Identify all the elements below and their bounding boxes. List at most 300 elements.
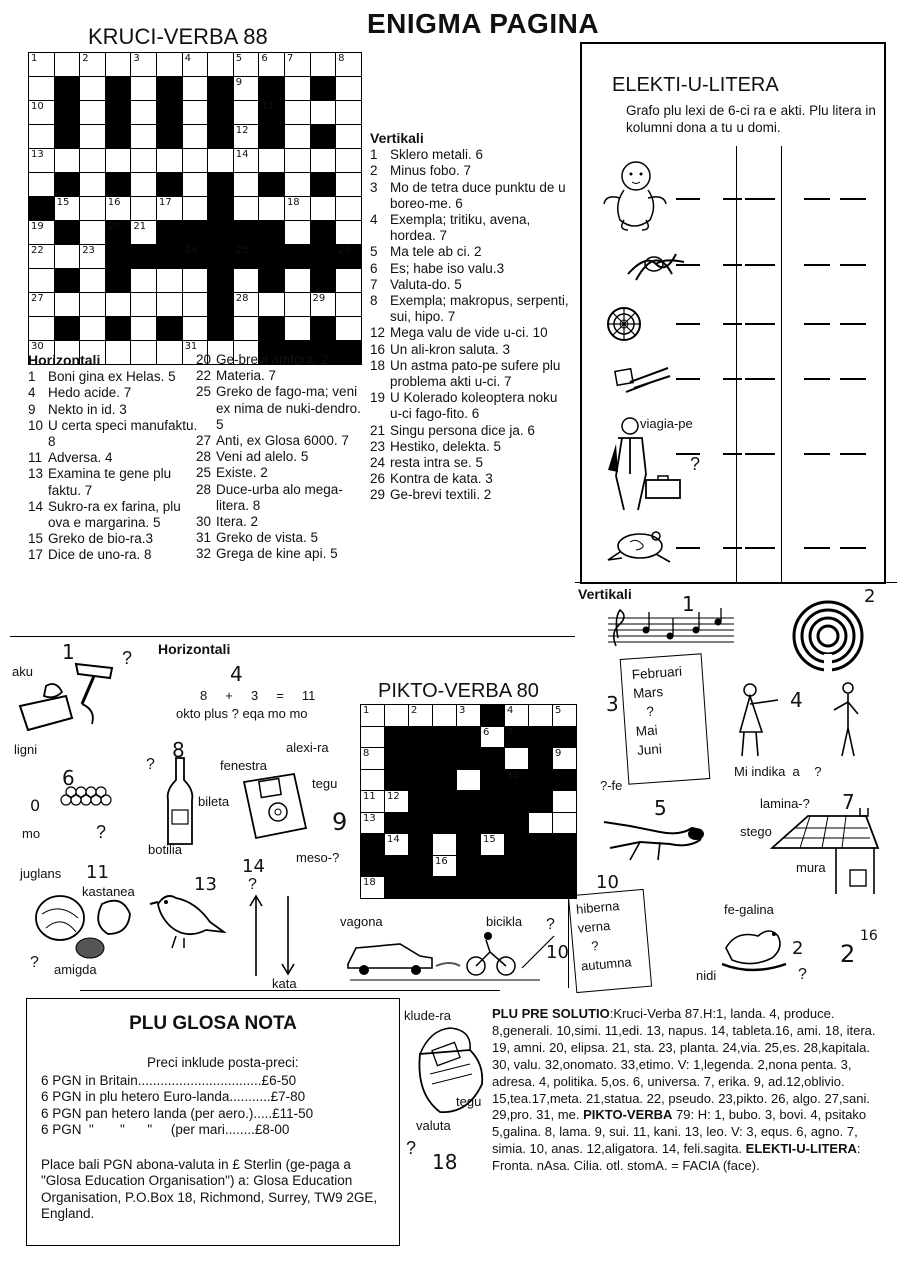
clue-text: Mo de tetra duce punktu de u boreo-me. 6 [390, 179, 566, 211]
crossword-cell [259, 77, 285, 101]
crossword-cell [80, 125, 106, 149]
crossword-cell [336, 221, 362, 245]
clue-number-18: 18 [432, 1150, 458, 1174]
clue-number: 18 [370, 357, 386, 373]
vagona-label: vagona [340, 914, 383, 929]
kruci-verba-title: KRUCI-VERBA 88 [88, 24, 268, 49]
maze-picture [790, 598, 866, 674]
crossword-cell [505, 877, 529, 899]
question-mark: ? [248, 876, 257, 893]
clue-number: 22 [196, 368, 212, 384]
clue-text: Examina te gene plu faktu. 7 [48, 466, 172, 498]
answer-dash [723, 547, 742, 549]
crossword-cell [131, 197, 157, 221]
crossword-cell [156, 77, 182, 101]
crossword-cell [505, 748, 529, 770]
answer-dash [804, 198, 830, 200]
card-line: ? [645, 703, 655, 720]
price-line: 6 PGN in Britain.................................£6-50 [41, 1073, 297, 1088]
clue-number-14: 14 [242, 856, 265, 877]
previous-solutions [492, 1006, 888, 1175]
crossword-cell [553, 705, 577, 727]
meso-label: meso-? [296, 850, 340, 865]
clue-text: Kontra de kata. 3 [390, 471, 493, 487]
clue-text: Boni gina ex Helas. 5 [48, 369, 176, 385]
clue-number: 5 [370, 244, 378, 260]
botilia-label: botilia [148, 842, 182, 857]
crossword-cell [80, 293, 106, 317]
crossword-cell [131, 53, 157, 77]
clue-text: Existe. 2 [216, 465, 268, 481]
cell-number: 10 [507, 769, 520, 781]
crossword-cell [80, 101, 106, 125]
clue-number: 20 [196, 352, 212, 367]
frog-picture [606, 524, 672, 564]
crossword-cell [310, 245, 336, 269]
nota-title: PLU GLOSA NOTA [129, 1013, 297, 1034]
crossword-cell [156, 293, 182, 317]
solutio-elekti-text: : Fronta. nAsa. Cilia. otl. stomA. = FACIA (face). [492, 1141, 861, 1174]
clue-item [28, 499, 206, 531]
crossword-cell [529, 877, 553, 899]
crossword-cell [29, 245, 55, 269]
crossword-cell [233, 245, 259, 269]
cell-number: 16 [435, 855, 448, 867]
answer-dash [840, 453, 866, 455]
juglans-label: juglans [20, 866, 62, 881]
crossword-cell [233, 221, 259, 245]
cell-number: 24 [184, 245, 198, 256]
cell-number: 15 [483, 834, 496, 845]
answer-dash [723, 378, 742, 380]
clue-number: 28 [196, 481, 212, 497]
crossword-cell [156, 317, 182, 341]
answer-dash [840, 378, 866, 380]
answer-dash [676, 453, 700, 455]
fenestra-label: fenestra [220, 758, 267, 773]
crossword-cell [529, 855, 553, 877]
crossword-cell [336, 77, 362, 101]
crossword-cell [208, 245, 234, 269]
cell-number: 29 [312, 293, 326, 304]
crossword-cell [409, 705, 433, 727]
crossword-cell [54, 53, 80, 77]
plu-glosa-nota-box [26, 998, 400, 1246]
nuts-picture [22, 884, 142, 970]
crossword-cell [80, 245, 106, 269]
answer-dash [723, 198, 742, 200]
nota-paragraph: Place bali PGN abona-valuta in £ Sterlin (ge-paga a "Glosa Education Organisation") a: Glosa Education Organisation, P.O.Box 18, Richmond, Surrey, TW9 2GE, England. [41, 1157, 378, 1222]
crossword-cell [481, 877, 505, 899]
clue-number-8: 8 [172, 738, 185, 762]
clue-text: Sklero metali. 6 [390, 147, 484, 163]
clue-text: U Kolerado koleoptera noku u-ci fago-fito. 6 [390, 390, 558, 422]
clue-number-2: 2 [840, 940, 856, 968]
crossword-cell [385, 834, 409, 856]
clue-item [196, 465, 366, 481]
crossword-cell [310, 125, 336, 149]
crossword-cell [259, 317, 285, 341]
crossword-cell [385, 855, 409, 877]
kruci-vertical-clues [370, 130, 570, 504]
answer-dash [804, 378, 830, 380]
crossword-cell [336, 317, 362, 341]
crossword-cell [259, 197, 285, 221]
crossword-cell [505, 812, 529, 834]
crossword-cell [529, 726, 553, 748]
crossword-cell [208, 173, 234, 197]
cell-number: 25 [235, 245, 249, 256]
crossword-cell [433, 855, 457, 877]
hammer-nail-picture [16, 656, 126, 736]
crossword-cell [310, 77, 336, 101]
crossword-cell [481, 834, 505, 856]
kata-label: kata [272, 976, 297, 991]
crossword-cell [156, 173, 182, 197]
crossword-cell [284, 173, 310, 197]
cell-number: 5 [235, 53, 243, 64]
clue-number: 7 [370, 276, 378, 292]
crossword-cell [182, 173, 208, 197]
fe-label: ?-fe [600, 778, 623, 793]
crossword-cell [505, 855, 529, 877]
clue-number: 3 [370, 179, 378, 195]
answer-dash [745, 264, 775, 266]
crossword-cell [29, 125, 55, 149]
crossword-cell [182, 221, 208, 245]
crossword-cell [481, 791, 505, 813]
clue-text: Dice de uno-ra. 8 [48, 547, 152, 563]
crossword-cell [505, 791, 529, 813]
clue-text: Greko de bio-ra.3 [48, 531, 154, 547]
crossword-cell [54, 197, 80, 221]
clue-item [28, 547, 206, 563]
cell-number: 8 [363, 748, 370, 759]
clue-text: Itera. 2 [216, 514, 259, 530]
clue-text: Exempla; tritiku, avena, hordea. 7 [390, 212, 531, 244]
crossword-cell [105, 125, 131, 149]
crossword-cell [385, 705, 409, 727]
crossword-cell [208, 221, 234, 245]
answer-dash [840, 264, 866, 266]
clue-number-1: 1 [62, 640, 75, 664]
clue-text: Anti, ex Glosa 6000. 7 [216, 433, 349, 449]
crossword-cell [54, 101, 80, 125]
crossword-cell [385, 748, 409, 770]
crossword-cell [433, 748, 457, 770]
cell-number: 17 [158, 197, 172, 208]
clue-number: 15 [28, 531, 44, 547]
elekti-u-litera-box [580, 42, 886, 584]
nota-subtitle: Preci inklude posta-preci: [147, 1055, 299, 1070]
clue-text: U certa speci manufaktu. 8 [48, 417, 198, 450]
crossword-cell [336, 149, 362, 173]
clue-number-12: 2 [792, 938, 804, 959]
crossword-cell [409, 877, 433, 899]
bileta-label: bileta [198, 794, 230, 809]
crossword-cell [131, 293, 157, 317]
clue-text: Un ali-kron saluta. 3 [390, 341, 511, 357]
cell-number: 7 [507, 726, 514, 738]
crossword-cell [457, 769, 481, 791]
crossword-cell [284, 125, 310, 149]
nota-price-lines [41, 1073, 313, 1139]
clue-item [370, 487, 570, 503]
cell-number: 1 [31, 53, 38, 64]
clue-text: Sukro-ra ex farina, plu ova e margarina. 5 [48, 498, 181, 531]
crossword-cell [409, 812, 433, 834]
crossword-cell [457, 791, 481, 813]
crossword-cell [80, 317, 106, 341]
answer-dash [676, 547, 700, 549]
clue-text: Adversa. 4 [48, 450, 113, 466]
clue-item [28, 418, 206, 450]
clue-text: Singu persona dice ja. 6 [390, 422, 535, 438]
crossword-cell [54, 317, 80, 341]
answer-dash [745, 453, 775, 455]
bottle-picture [162, 756, 198, 848]
clue-number-16: 16 [860, 928, 878, 944]
card-line: verna [577, 917, 611, 936]
answer-dash [676, 198, 700, 200]
cell-number: 10 [31, 101, 44, 112]
crossword-cell [284, 317, 310, 341]
crossword-cell [182, 101, 208, 125]
aku-label: aku [12, 664, 33, 679]
klude-ra-label: klude-ra [404, 1008, 451, 1023]
clue-number: 25 [196, 465, 212, 481]
cell-number: 9 [555, 748, 562, 759]
cell-number: 16 [107, 197, 121, 208]
clue-number-4b: 4 [790, 688, 803, 712]
crossword-cell [553, 748, 577, 770]
clue-item [370, 471, 570, 487]
cell-number: 8 [338, 53, 345, 64]
answer-dash [676, 378, 700, 380]
clue-item [370, 325, 570, 341]
clue-number-9: 9 [332, 808, 348, 836]
crossword-cell [80, 53, 106, 77]
crossword-cell [182, 197, 208, 221]
vertical-heading: Vertikali [370, 130, 424, 146]
crossword-cell [105, 293, 131, 317]
crossword-cell [156, 197, 182, 221]
crossword-cell [529, 748, 553, 770]
cell-number: 26 [338, 245, 351, 256]
clue-number: 32 [196, 546, 212, 562]
crossword-cell [54, 269, 80, 293]
question-mark: ? [406, 1138, 417, 1158]
clue-number: 27 [196, 433, 212, 449]
crossword-cell [131, 173, 157, 197]
crossword-cell [433, 705, 457, 727]
bird-picture [146, 886, 226, 952]
lamina-label: lamina-? [760, 796, 810, 811]
crossword-cell [310, 53, 336, 77]
crossword-cell [284, 221, 310, 245]
crossword-cell [385, 791, 409, 813]
cell-number: 14 [235, 149, 249, 160]
crossword-cell [385, 769, 409, 791]
crossword-cell [529, 812, 553, 834]
crossword-cell [259, 53, 285, 77]
crossword-cell [310, 293, 336, 317]
cell-number: 30 [31, 341, 44, 352]
cell-number: 11 [363, 791, 376, 802]
crossword-cell [29, 221, 55, 245]
crossword-cell [259, 149, 285, 173]
clue-item [370, 342, 570, 358]
crossword-cell [156, 245, 182, 269]
crossword-cell [284, 149, 310, 173]
clue-item [370, 163, 570, 179]
solutio-heading: PLU PRE SOLUTIO [492, 1006, 610, 1021]
crossword-cell [182, 293, 208, 317]
crossword-cell [182, 317, 208, 341]
crossword-cell [259, 221, 285, 245]
crossword-cell [310, 221, 336, 245]
answer-dash [723, 264, 742, 266]
crossword-cell [336, 197, 362, 221]
cell-number: 20 [107, 221, 121, 232]
crossword-cell [233, 173, 259, 197]
crossword-cell [259, 101, 285, 125]
cell-number: 1 [363, 705, 370, 716]
kruci-horizontal-clues [28, 352, 206, 564]
clue-item [370, 261, 570, 277]
question-mark: ? [146, 756, 155, 773]
clue-item [370, 439, 570, 455]
baby-picture [600, 154, 670, 234]
clue-number: 17 [28, 547, 44, 563]
clue-number-7: 7 [842, 790, 855, 814]
clue-text: Es; habe iso valu.3 [390, 260, 505, 276]
crossword-cell [361, 855, 385, 877]
crossword-cell [80, 269, 106, 293]
crossword-cell [233, 269, 259, 293]
ligni-label: ligni [14, 742, 38, 757]
clue-item [196, 433, 366, 449]
clue-text: Un astma pato-pe sufere plu problema akti u-ci. 7 [390, 357, 561, 390]
crossword-cell [105, 317, 131, 341]
answer-dash [723, 323, 742, 325]
crossword-cell [284, 245, 310, 269]
clue-text: Minus fobo. 7 [390, 163, 472, 179]
cell-number: 13 [31, 149, 44, 160]
crossword-cell [481, 769, 505, 791]
question-mark: ? [30, 954, 39, 971]
card-line: ? [590, 938, 600, 954]
crossword-cell [54, 221, 80, 245]
clue-item [370, 423, 570, 439]
cell-number: 2 [411, 705, 418, 716]
crossword-cell [131, 77, 157, 101]
clue-text: Greko de vista. 5 [216, 530, 319, 546]
clue-text: Valuta-do. 5 [390, 276, 462, 292]
crossword-cell [259, 293, 285, 317]
clue-text: Ge-brevi amfora. 2 [216, 352, 329, 367]
crossword-cell [131, 149, 157, 173]
crossword-cell [54, 173, 80, 197]
crossword-cell [105, 53, 131, 77]
crossword-cell [361, 791, 385, 813]
crossword-cell [156, 53, 182, 77]
price-line: 6 PGN in plu hetero Euro-landa...........£7-80 [41, 1089, 306, 1105]
crossword-cell [310, 317, 336, 341]
answer-dash [745, 198, 775, 200]
fe-galina-label: fe-galina [724, 902, 774, 917]
marbles-picture [58, 786, 118, 808]
price-line: 6 PGN " " " (per mari........£8-00 [41, 1122, 290, 1138]
crossword-cell [361, 769, 385, 791]
vertical-divider [568, 876, 569, 988]
music-staff-picture [606, 608, 736, 648]
clue-text: Grega de kine api. 5 [216, 546, 338, 562]
page-title: ENIGMA PAGINA [367, 8, 600, 39]
equation-numbers: 8 + 3 = 11 [200, 688, 316, 703]
clue-number: 28 [196, 449, 212, 465]
question-mark: ? [798, 966, 807, 983]
cell-number: 18 [286, 197, 300, 208]
crossword-cell [105, 245, 131, 269]
crossword-cell [105, 101, 131, 125]
spider-web-picture [604, 302, 644, 342]
crossword-cell [361, 812, 385, 834]
crossword-cell [361, 877, 385, 899]
cell-number: 18 [363, 877, 376, 888]
crossword-cell [233, 77, 259, 101]
answer-dash [840, 198, 866, 200]
clue-number: 26 [370, 471, 386, 487]
crossword-cell [182, 125, 208, 149]
answer-dash [804, 323, 830, 325]
crossword-cell [336, 269, 362, 293]
crossword-cell [385, 812, 409, 834]
cell-number: 27 [31, 293, 44, 304]
clue-number: 4 [370, 212, 378, 228]
crossword-cell [233, 125, 259, 149]
crossword-cell [336, 125, 362, 149]
clue-item [370, 277, 570, 293]
crossword-cell [433, 812, 457, 834]
crossword-cell [409, 791, 433, 813]
crossword-cell [284, 293, 310, 317]
crossword-cell [80, 149, 106, 173]
crossword-cell [105, 269, 131, 293]
answer-dash [804, 547, 830, 549]
crossword-cell [80, 197, 106, 221]
nidi-label: nidi [696, 968, 717, 983]
clue-number: 24 [370, 455, 386, 471]
clue-item [28, 385, 206, 401]
card-line: Mars [632, 684, 664, 702]
clue-number: 16 [370, 341, 386, 357]
crossword-cell [529, 769, 553, 791]
crossword-cell [505, 769, 529, 791]
crossword-cell [481, 705, 505, 727]
clue-number-5: 5 [654, 796, 667, 820]
crossword-cell [156, 125, 182, 149]
crossword-cell [54, 149, 80, 173]
mi-indika-label: Mi indika a ? [734, 764, 822, 779]
clue-number-3: 3 [606, 692, 619, 716]
crossword-cell [457, 834, 481, 856]
kastanea-label: kastanea [82, 884, 135, 899]
crossword-cell [29, 149, 55, 173]
crossword-cell [409, 769, 433, 791]
answer-column [736, 146, 782, 582]
clue-item [370, 180, 570, 212]
